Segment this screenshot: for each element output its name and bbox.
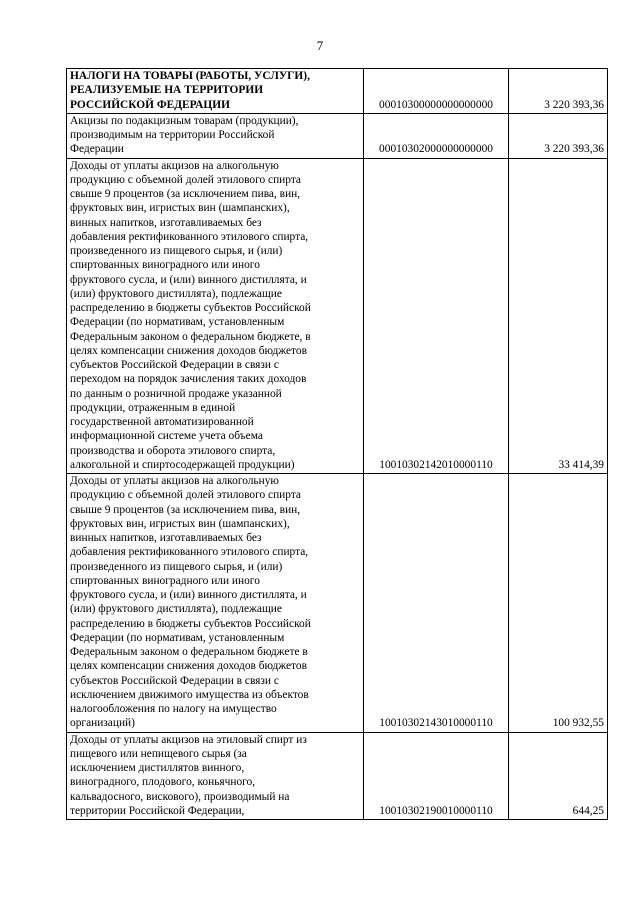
revenue-name: Доходы от уплаты акцизов на алкогольную продукцию с объемной долей этилового спирта свыше 9 процентов (за исключением пива, вин, фруктовых вин, игристых вин (шампанских), винных напитков, изготавливаемых без добавления ректификованного этилового спирта, произведенного из пищевого сырья, и (или) спиртованных виноградного или иного фруктового сусла, и (или) винного дистиллята, и (или) фруктового дистиллята), подлежащие распределению в бюджеты субъектов Российской Федерации (по нормативам, установленным Федеральным законом о федеральном бюджете в целях компенсации снижения доходов бюджетов субъектов Российской Федерации в связи с исключением движимого имущества из объектов налогообложения по налогу на имущество организаций): [70, 475, 311, 730]
amount-cell: 3 220 393,36: [509, 113, 608, 158]
amount-cell: 644,25: [509, 732, 608, 820]
table-row: [67, 113, 608, 158]
revenue-name-cell: [67, 113, 364, 158]
revenue-name: НАЛОГИ НА ТОВАРЫ (РАБОТЫ, УСЛУГИ), РЕАЛИЗУЕМЫЕ НА ТЕРРИТОРИИ РОССИЙСКОЙ ФЕДЕРАЦИИ: [70, 70, 310, 111]
budget-code-cell: 10010302143010000110: [364, 474, 509, 733]
table-row: [67, 732, 608, 820]
revenue-name-cell: [67, 732, 364, 820]
table-row: [67, 158, 608, 474]
revenue-name-cell: [67, 158, 364, 474]
budget-code-cell: 10010302190010000110: [364, 732, 509, 820]
revenue-name: Акцизы по подакцизным товарам (продукции), производимым на территории Российской Федерации: [70, 114, 299, 156]
budget-code-cell: 00010300000000000000: [364, 69, 509, 114]
budget-code-cell: 10010302142010000110: [364, 158, 509, 474]
revenue-table: [66, 68, 608, 820]
table-row: [67, 474, 608, 733]
budget-code-cell: 00010302000000000000: [364, 113, 509, 158]
table-row: [67, 69, 608, 114]
revenue-name: Доходы от уплаты акцизов на этиловый спирт из пищевого или непищевого сырья (за исключением дистиллятов винного, виноградного, плодового, коньячного, кальвадосного, вискового), производимый на территории Российской Федерации,: [70, 733, 307, 817]
revenue-name: Доходы от уплаты акцизов на алкогольную продукцию с объемной долей этилового спирта свыше 9 процентов (за исключением пива, вин, фруктовых вин, игристых вин (шампанских), винных напитков, изготавливаемых без добавления ректификованного этилового спирта, произведенного из пищевого сырья, и (или) спиртованных виноградного или иного фруктового сусла, и (или) винного дистиллята, и (или) фруктового дистиллята), подлежащие распределению в бюджеты субъектов Российской Федерации (по нормативам, установленным Федеральным законом о федеральном бюджете, в целях компенсации снижения доходов бюджетов субъектов Российской Федерации в связи с переходом на порядок зачисления таких доходов по данным о розничной продаже указанной продукции, отраженным в единой государственной автоматизированной информационной системе учета объема производства и оборота этилового спирта, алкогольной и спиртосодержащей продукции): [70, 159, 311, 471]
amount-cell: 3 220 393,36: [509, 69, 608, 114]
amount-cell: 100 932,55: [509, 474, 608, 733]
revenue-name-cell: [67, 474, 364, 733]
amount-cell: 33 414,39: [509, 158, 608, 474]
revenue-name-cell: [67, 69, 364, 114]
page-number: 7: [316, 38, 324, 53]
